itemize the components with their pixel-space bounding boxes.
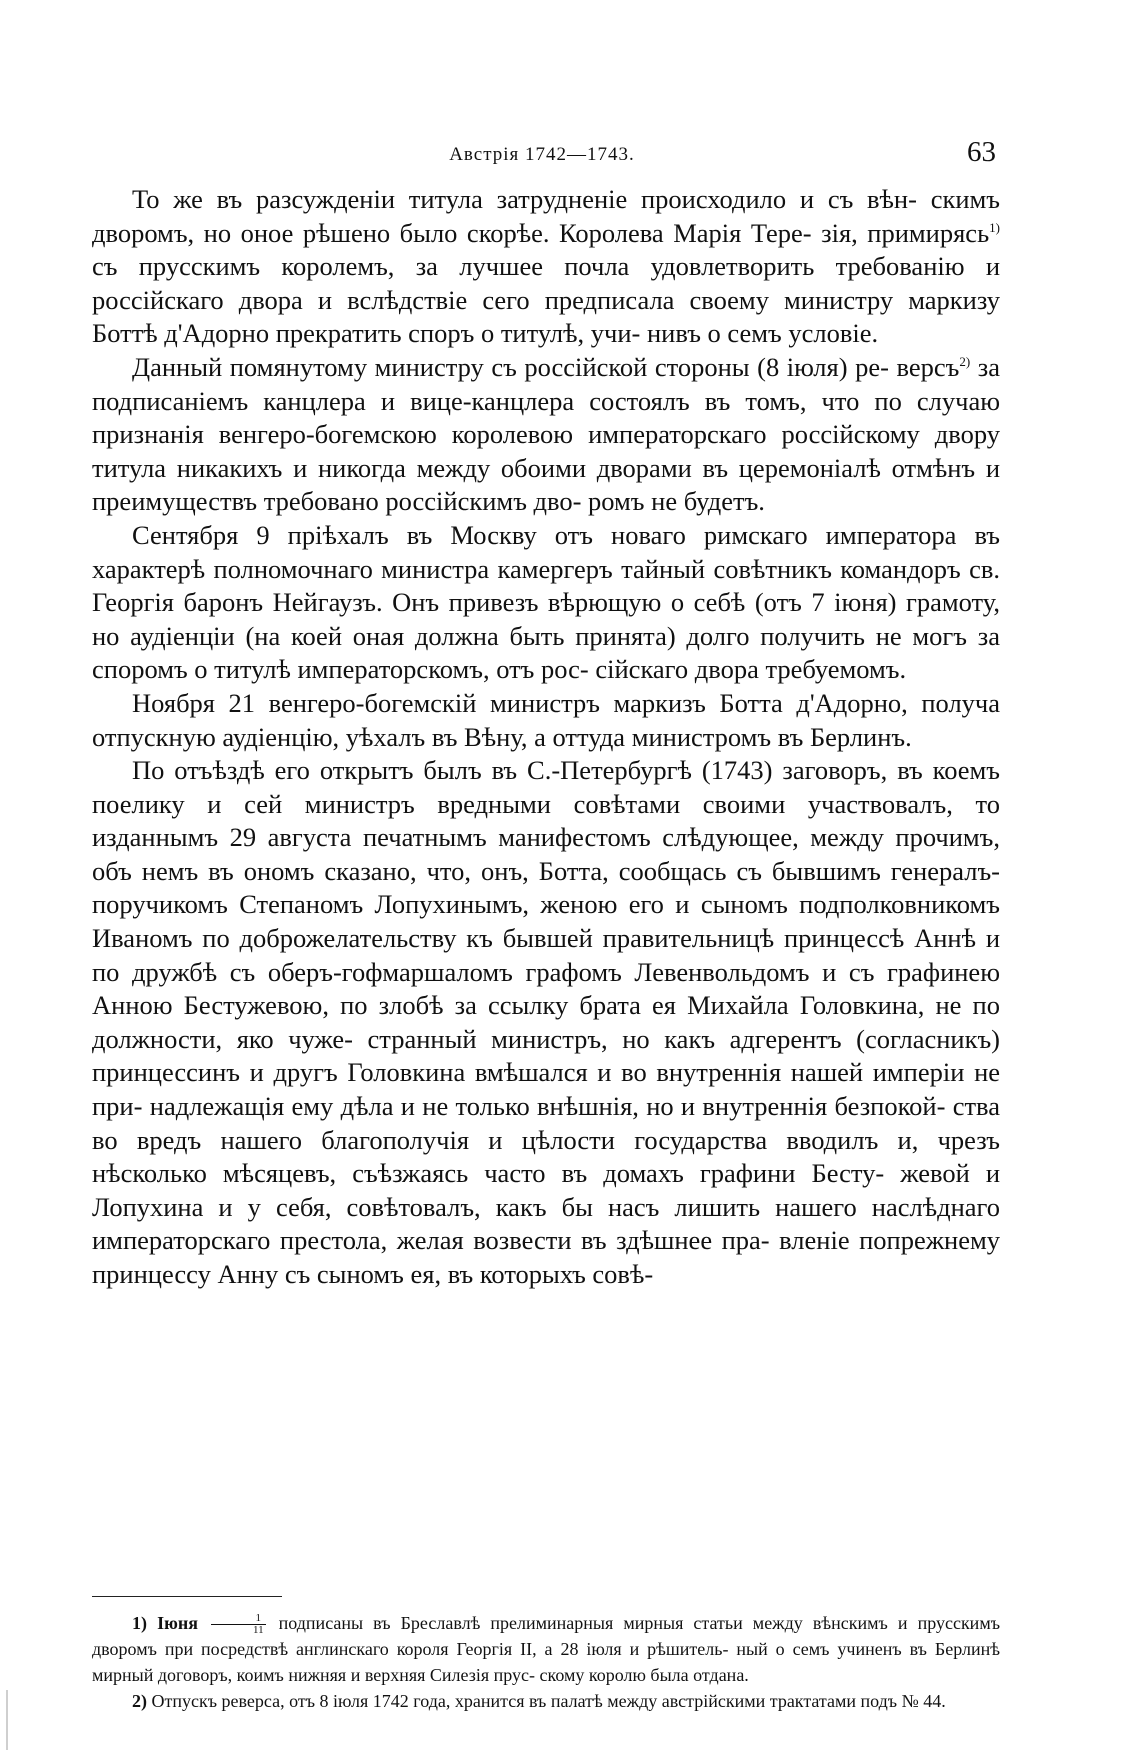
footnote-lead: Іюня [157,1613,198,1633]
text-line: другъ Головкина вмѣшался и во внутреннія нашей имперіи не при- [92,1057,1001,1122]
text-line: долго получить не могъ за споромъ о титулѣ императорскомъ, отъ рос- [92,620,1000,685]
running-title: Австрія 1742—1743. [449,144,635,165]
text-line: версъ [896,351,960,382]
page-number: 63 [967,136,996,168]
text-line: По отъѣздѣ его открытъ былъ въ С.-Петербургѣ (1743) заговоръ, [132,755,888,786]
text-line: нивъ о семъ условіе. [646,318,879,349]
footnote-marker: 1) [989,219,1000,235]
fraction-numerator: 1 [211,1613,266,1625]
text-line: То же въ разсужденіи титула затрудненіе происходило и съ вѣн- [132,184,917,214]
text-line: въ церемоніалѣ отмѣнъ и преимуществъ требовано россійскимъ дво- [92,452,1001,517]
footnote-text: ный о семъ учиненъ въ Берлинѣ мирный договоръ, коимъ нижняя и верхняя Силезія прус- [92,1639,1000,1686]
text-line: ства во вредъ нашего благополучія и цѣлости государства вводилъ и, [92,1091,1000,1155]
footnote-text: подписаны въ Бреславлѣ прелиминарныя мирныя статьи между вѣнскимъ [278,1613,888,1633]
text-line: ромъ не будетъ. [588,486,765,517]
text-line: въ Берлинъ. [777,721,912,752]
text-line: наслѣднаго императорскаго престола, желая возвести въ здѣшнее пра- [92,1191,1001,1256]
text-line: за подписаніемъ канцлера и вице-канцлера состоялъ въ томъ, [92,351,1001,416]
text-line: въ коемъ поелику и сей министръ вредными совѣтами своими участвовалъ, [92,755,1001,819]
paragraph-neigauz [92,519,1000,687]
text-line: странный министръ, но какъ адгерентъ (согласникъ) принцессинъ и [92,1023,1000,1088]
footnote-marker: 2) [959,354,971,370]
text-line: въ характерѣ полномочнаго министра камергеръ тайный совѣтникъ [92,519,1000,584]
text-line: Ноября 21 венгеро-богемскій министръ маркизъ Ботта д'Адорно, [132,687,908,718]
text-line: получа отпускную аудіенцію, уѣхалъ въ Вѣну, а оттуда министромъ [92,687,1001,752]
paragraph-reversal [92,351,1000,519]
footnote-text: трактатами подъ № 44. [769,1691,946,1712]
text-line: графомъ Левенвольдомъ и съ графинею Анною Бестужевою, по злобѣ [92,956,1000,1021]
footnote-text: и прусскимъ дворомъ при посредствѣ англинскаго короля Георгія II, а 28 іюля и рѣшитель- [92,1613,1001,1660]
paragraph-titles-austria [92,183,1000,351]
text-line: чрезъ нѣсколько мѣсяцевъ, съѣзжаясь часто въ домахъ графини Бесту- [92,1124,1000,1189]
paragraph-botta-departure [92,687,1000,754]
text-line: правительницѣ принцессѣ Аннѣ и по дружбѣ съ оберъ-гофмаршаломъ [92,923,1000,987]
text-line: зія, примирясь [821,217,990,248]
text-line: требованію и россійскаго двора и вслѣдствіе сего предписала своему [92,251,1001,315]
text-line: россійскому двору титула никакихъ и никогда между обоими дворами [92,419,1000,483]
footnote-2 [92,1688,1000,1714]
text-line: съ прусскимъ королемъ, за лучшее почла удовлетворить [92,251,815,282]
text-line: что по случаю признанія венгеро-богемскою королевою императорскаго [92,385,1001,450]
scan-edge-mark [6,1690,8,1750]
text-line: министру маркизу Боттѣ д'Адорно прекратить споръ о титулѣ, учи- [92,284,1001,349]
text-line: Сентября 9 пріѣхалъ въ Москву отъ новаго римскаго императора [132,519,957,550]
fraction-denominator: 11 [253,1624,264,1637]
footnote-separator [92,1596,282,1597]
text-line: надлежащія ему дѣла и не только внѣшнія, но и внутреннія безпокой- [149,1091,946,1122]
text-line: (отъ 7 іюня) грамоту, но аудіенціи (на коей оная должна быть принята) [92,587,1000,651]
text-line: скимъ дворомъ, но оное рѣшено было скорѣе. Королева Марія Тере- [92,184,1000,248]
footnotes [92,1610,1000,1714]
text-line: жевой и Лопухина и у себя, совѣтовалъ, какъ бы насъ лишить нашего [92,1158,1001,1222]
page-header [92,136,996,180]
footnote-mark: 1) [132,1613,147,1633]
footnote-mark: 2) [132,1691,147,1712]
text-line: то изданнымъ 29 августа печатнымъ манифестомъ слѣдующее, между [92,788,1000,853]
text-line: бывшимъ генералъ-поручикомъ Степаномъ Лопухинымъ, женою его и [92,855,1000,920]
footnote-text: Отпускъ реверса, отъ 8 іюля 1742 года, хранится въ палатѣ между австрійскими [151,1691,766,1712]
body-text [92,183,1000,1292]
text-line: вленіе попрежнему принцессу Анну съ сыномъ ея, въ которыхъ совѣ- [92,1225,1001,1289]
text-line: сыномъ подполковникомъ Иваномъ по доброжелательству къ бывшей [92,889,1001,954]
text-line: командоръ св. Георгія баронъ Нейгаузъ. Онъ привезъ вѣрющую о себѣ [92,553,1000,618]
paragraph-conspiracy [92,754,1000,1292]
footnote-1 [92,1610,1000,1688]
text-line: Данный помянутому министру съ россійской стороны (8 іюля) ре- [132,351,889,382]
text-line: прочимъ, объ немъ въ ономъ сказано, что, онъ, Ботта, сообщась съ [92,822,1001,886]
text-line: сійскаго двора требуемомъ. [595,654,907,685]
date-fraction [211,1613,266,1636]
footnote-text: скому королю была отдана. [539,1665,749,1686]
text-line: за ссылку брата ея Михайла Головкина, не по должности, яко чуже- [92,990,1000,1054]
